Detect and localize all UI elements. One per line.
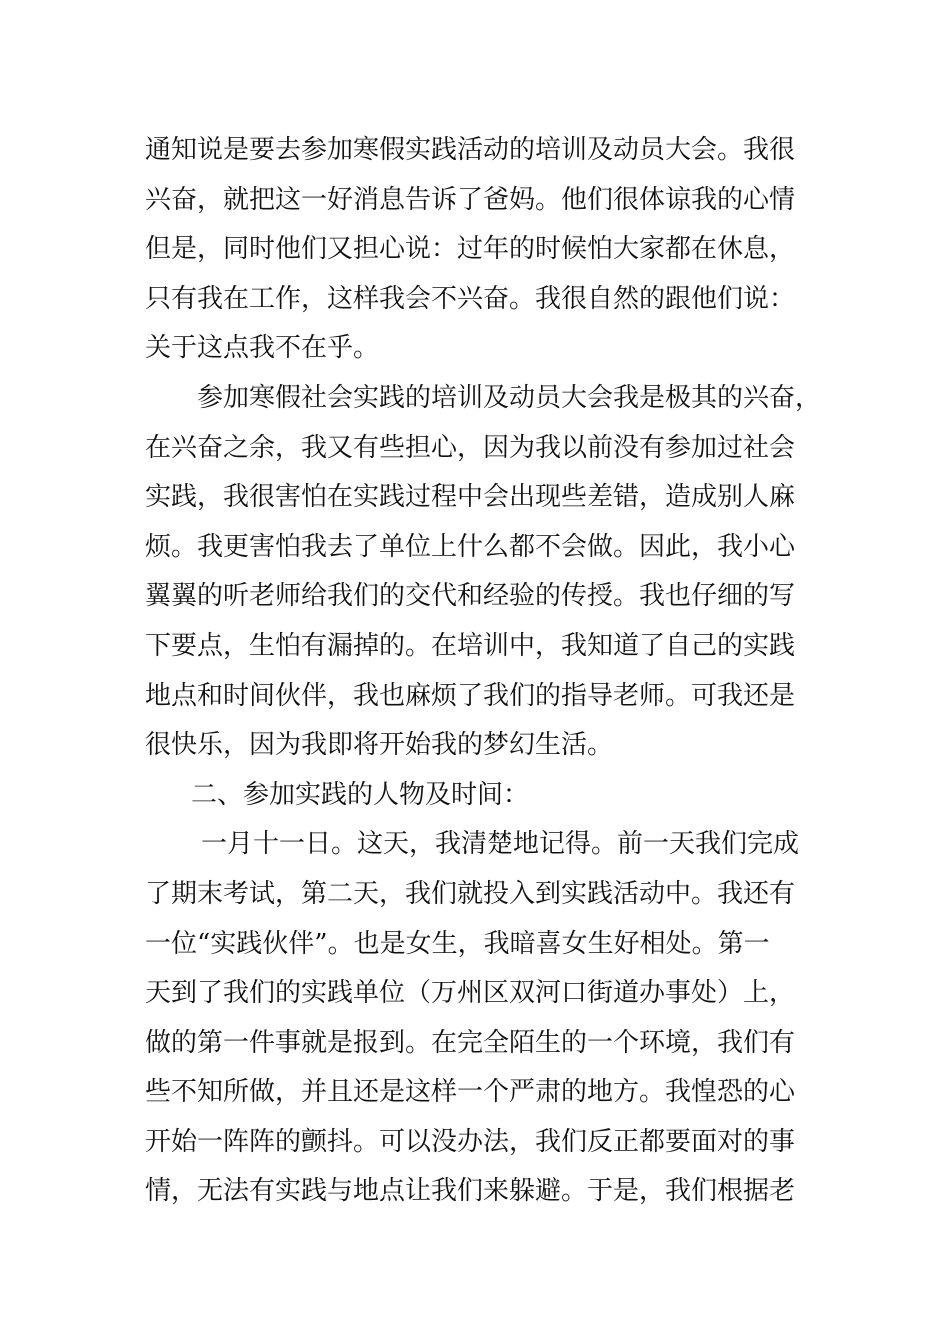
text-line: 很快乐，因为我即将开始我的梦幻生活。 (145, 730, 614, 761)
text-line: 了期末考试，第二天，我们就投入到实践活动中。我还有 (145, 878, 796, 909)
text-line: 在兴奋之余，我又有些担心，因为我以前没有参加过社会 (145, 432, 796, 463)
text-line: 烦。我更害怕我去了单位上什么都不会做。因此，我小心 (145, 531, 796, 562)
text-line: 开始一阵阵的颤抖。可以没办法，我们反正都要面对的事 (145, 1126, 796, 1157)
text-line: 下要点，生怕有漏掉的。在培训中，我知道了自己的实践 (145, 630, 796, 661)
text-line: 情，无法有实践与地点让我们来躲避。于是，我们根据老 (145, 1176, 796, 1207)
text-line: 地点和时间伙伴，我也麻烦了我们的指导老师。可我还是 (145, 680, 796, 711)
text-line: 但是，同时他们又担心说：过年的时候怕大家都在休息， (145, 234, 796, 265)
paragraph-first-line: 参加寒假社会实践的培训及动员大会我是极其的兴奋， (197, 382, 822, 413)
text-line: 实践，我很害怕在实践过程中会出现些差错，造成别人麻 (145, 482, 796, 513)
text-line: 只有我在工作，这样我会不兴奋。我很自然的跟他们说： (145, 283, 796, 314)
paragraph-first-line: 一月十一日。这天，我清楚地记得。前一天我们完成 (201, 829, 800, 860)
text-line: 些不知所做，并且还是这样一个严肃的地方。我惶恐的心 (145, 1077, 796, 1108)
document-body (145, 126, 825, 1217)
text-line: 做的第一件事就是报到。在完全陌生的一个环境，我们有 (145, 1027, 796, 1058)
text-line: 翼翼的听老师给我们的交代和经验的传授。我也仔细的写 (145, 581, 796, 612)
text-line: 兴奋，就把这一好消息告诉了爸妈。他们很体谅我的心情 (145, 184, 796, 215)
text-line: 关于这点我不在乎。 (145, 333, 380, 364)
text-line: 通知说是要去参加寒假实践活动的培训及动员大会。我很 (145, 135, 796, 165)
section-heading: 二、参加实践的人物及时间： (191, 779, 530, 810)
text-line: 一位“实践伙伴”。也是女生，我暗喜女生好相处。第一 (145, 928, 770, 959)
text-line: 天到了我们的实践单位（万州区双河口街道办事处）上， (145, 978, 796, 1009)
